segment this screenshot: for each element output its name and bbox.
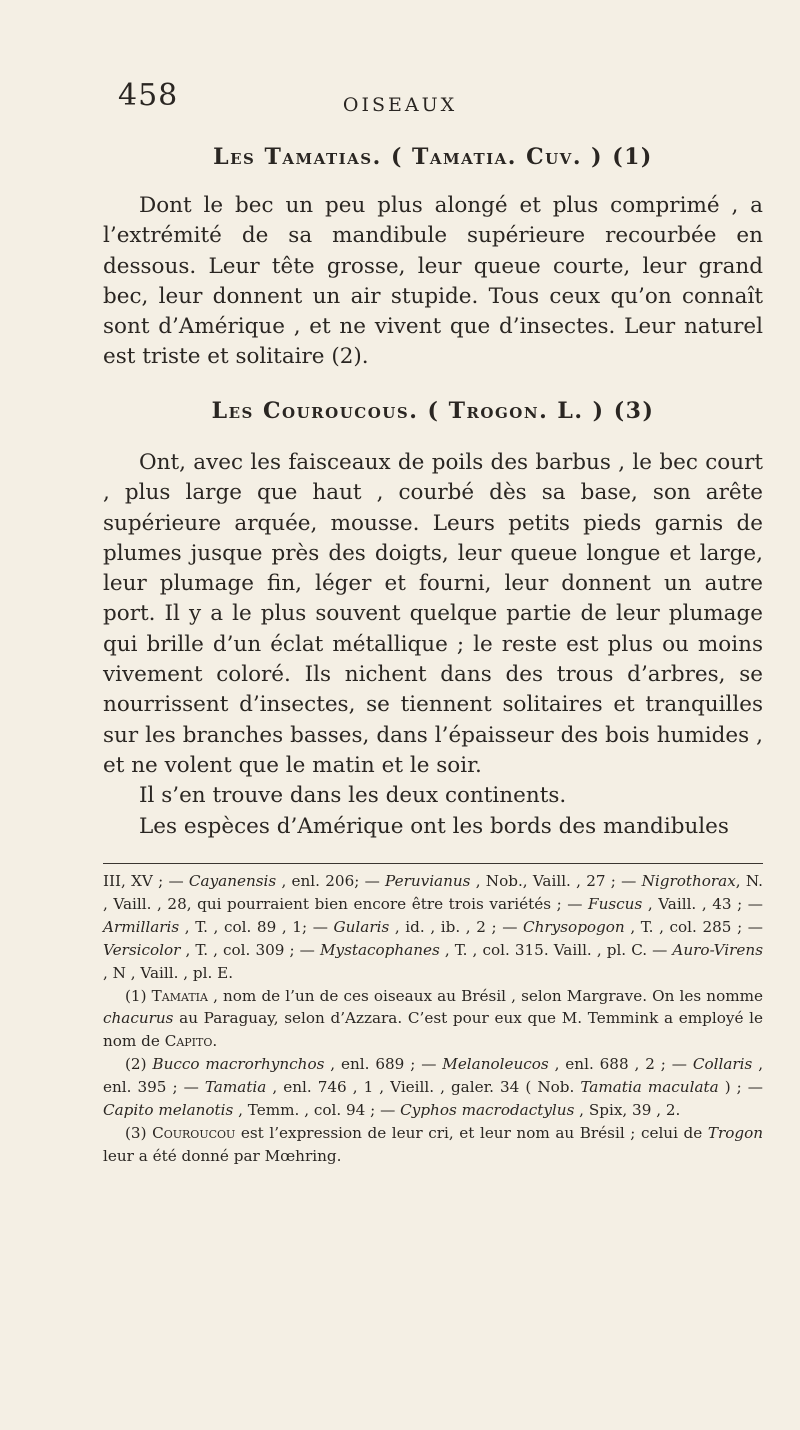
footnote-continuation: III, XV ; — Cayanensis , enl. 206; — Peruvianus , Nob., Vaill. , 27 ; — Nigrothorax, N. , Vaill. , 28, qui pourraient bien encore être trois variétés ; — Fuscus , Vaill. , 43 ; — Armillaris , T. , col. 89 , 1; — Gularis , id. , ib. , 2 ; — Chrysopogon , T. , col. 285 ; — Versicolor , T. , col. 309 ; — Mystacophanes , T. , col. 315. Vaill. , pl. C. — Auro-Virens , N , Vaill. , pl. E. <box>103 872 763 982</box>
running-title: OISEAUX <box>342 94 458 116</box>
paragraph-text: Les espèces d’Amérique ont les bords des mandibules <box>139 813 729 839</box>
paragraph-tamatias <box>103 191 763 373</box>
section-heading-tamatias: Les Tamatias. ( Tamatia. Cuv. ) (1) <box>213 144 653 170</box>
paragraph-text: Ont, avec les faisceaux de poils des barbus , le bec court , plus large que haut , courbé dès sa base, son arête supérieure arquée, mousse. Leurs petits pieds garnis de plumes jusque près des doigts, leur queue longue et large, leur plumage fin, léger et fourni, leur donnent un autre port. Il y a le plus souvent quelque partie de leur plumage qui brille d’un éclat métallique ; le reste est plus ou moins vivement coloré. Ils nichent dans des trous d’arbres, se nourrissent d’insectes, se tiennent solitaires et tranquilles sur les branches basses, dans l’épaisseur des bois humides , et ne volent que le matin et le soir. <box>103 450 763 778</box>
section-couroucous <box>103 398 763 424</box>
paragraph-text: Il s’en trouve dans les deux continents. <box>139 783 567 809</box>
paragraph-text: Dont le bec un peu plus alongé et plus comprimé , a l’extrémité de sa mandibule supérieure recourbée en dessous. Leur tête grosse, leur queue courte, leur grand bec, leur donnent un air stupide. Tous ceux qu’on connaît sont d’Amérique , et ne vivent que d’insectes. Leur naturel est triste et solitaire (2). <box>103 193 763 370</box>
footnote-rule <box>103 863 763 864</box>
section-tamatias <box>103 144 763 170</box>
section-heading-couroucous: Les Couroucous. ( Trogon. L. ) (3) <box>211 398 655 424</box>
footnotes <box>103 870 763 1168</box>
footnote-1: (1) Tamatia , nom de l’un de ces oiseaux au Brésil , selon Margrave. On les nomme chacurus au Paraguay, selon d’Azzara. C’est pour eux que M. Temmink a employé le nom de Capito. <box>103 986 763 1051</box>
page-number: 458 <box>118 78 179 113</box>
footnote-3: (3) Couroucou est l’expression de leur cri, et leur nom au Brésil ; celui de Trogon leur a été donné par Mœhring. <box>103 1123 764 1165</box>
paragraph-couroucous <box>103 448 763 842</box>
footnote-2: (2) Bucco macrorhynchos , enl. 689 ; — Melanoleucos , enl. 688 , 2 ; — Collaris , enl. 395 ; — Tamatia , enl. 746 , 1 , Vieill. , galer. 34 ( Nob. Tamatia maculata ) ; — Capito melanotis , Temm. , col. 94 ; — Cyphos macrodactylus , Spix, 39 , 2. <box>103 1055 764 1120</box>
